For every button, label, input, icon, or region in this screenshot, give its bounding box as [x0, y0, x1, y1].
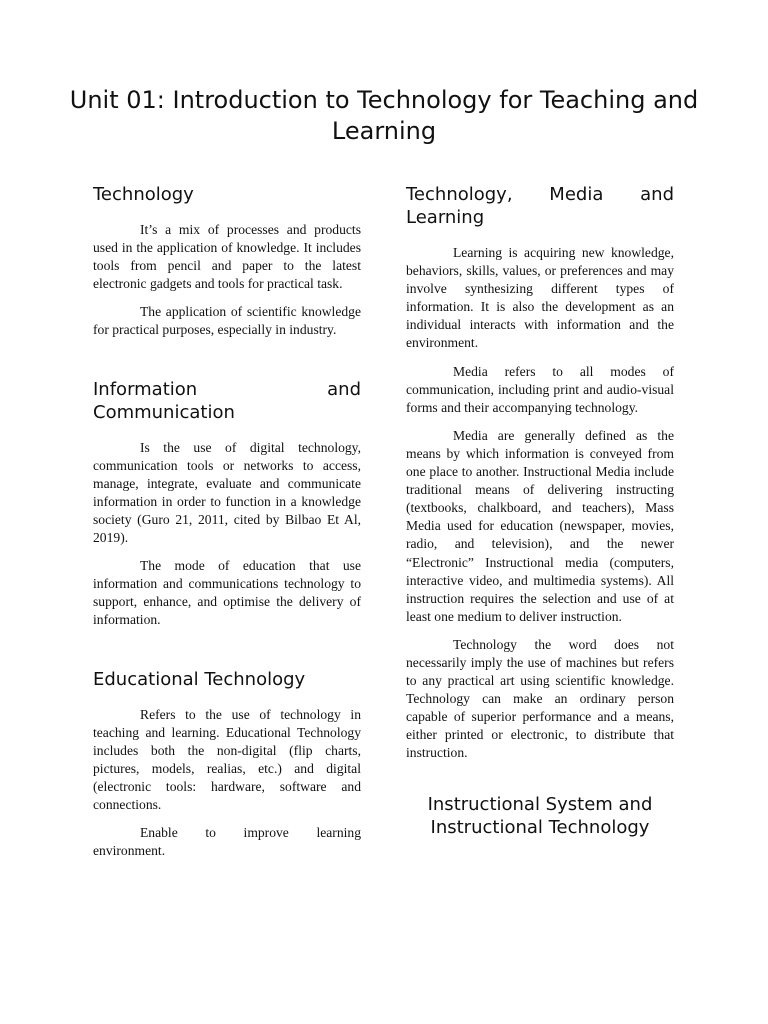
page-title: Unit 01: Introduction to Technology for Teaching and Learning	[69, 86, 699, 145]
paragraph: Is the use of digital technology, communication tools or networks to access, manage, integrate, evaluate and communicate information in order to function in a knowledge society (Guro 21, 2011, cited by Bilbao Et Al, 2019).	[93, 439, 361, 546]
section-technology-media-learning	[406, 183, 674, 763]
paragraph: Media are generally defined as the means by which information is conveyed from one place to another. Instructional Media include traditional means of delivering instructing (textbooks, chalkboard, and teachers), Mass Media used for education (newspaper, movies, radio, and television), and the newer “Electronic” Instructional media (computers, interactive video, and multimedia systems). All instruction requires the selection and use of at least one medium to deliver instruction.	[406, 427, 674, 624]
paragraph: Enable to improve learning environment.	[93, 825, 361, 859]
section-information-communication	[93, 378, 361, 630]
paragraph: Learning is acquiring new knowledge, behaviors, skills, values, or preferences and may involve synthesizing different types of information. It is also the development as an individual interacts with information and the environment.	[406, 245, 674, 351]
heading-educational-technology: Educational Technology	[93, 668, 306, 690]
left-column	[93, 183, 361, 870]
heading-instructional-system: Instructional System and Instructional Technology	[427, 793, 653, 838]
right-column	[406, 183, 674, 854]
paragraph: The application of scientific knowledge for practical purposes, especially in industry.	[93, 304, 361, 338]
heading-technology-media-learning: Technology, Media and Learning	[406, 184, 674, 228]
paragraph: Media refers to all modes of communication, including print and audio-visual forms and their accompanying technology.	[406, 363, 674, 415]
heading-technology: Technology	[93, 184, 194, 205]
paragraph: The mode of education that use information and communications technology to support, enhance, and optimise the delivery of information.	[93, 558, 361, 628]
section-instructional-system	[406, 793, 674, 839]
heading-information-communication: Information and Communication	[93, 378, 361, 423]
section-technology	[93, 183, 361, 340]
paragraph: Refers to the use of technology in teaching and learning. Educational Technology includes both the non-digital (flip charts, pictures, models, realias, etc.) and digital (electronic tools: hardware, software and connections.	[93, 706, 361, 812]
section-educational-technology	[93, 668, 361, 861]
paragraph: It’s a mix of processes and products used in the application of knowledge. It includes tools from pencil and paper to the latest electronic gadgets and tools for practical task.	[93, 222, 361, 292]
paragraph: Technology the word does not necessarily imply the use of machines but refers to any practical art using scientific knowledge. Technology can make an ordinary person capable of superior performance and a means, either printed or electronic, to distribute that instruction.	[406, 636, 674, 761]
